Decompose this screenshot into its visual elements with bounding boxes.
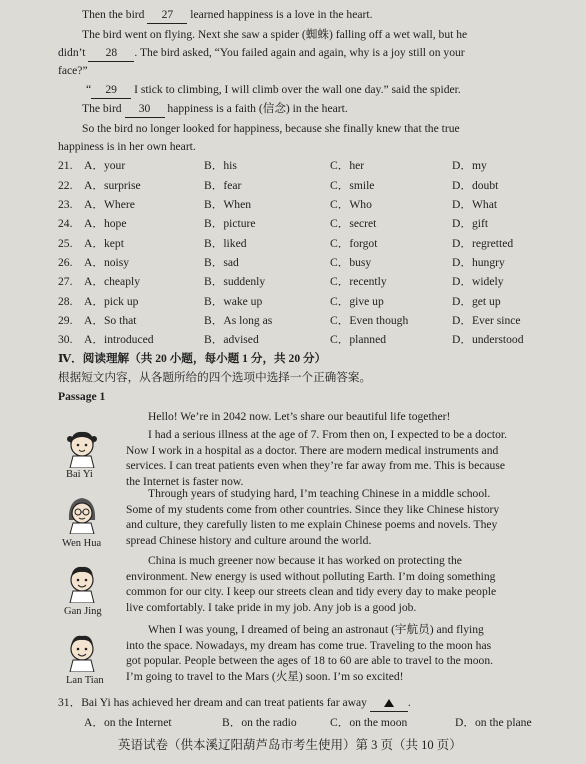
triangle-icon [384,699,394,707]
option-29-b: B．As long as [204,314,273,327]
option-28-c: C．give up [330,295,384,308]
lan-tian-avatar-icon [64,632,100,672]
option-21-a: A．your [84,159,126,172]
wen-hua-name: Wen Hua [62,538,102,549]
bai-yi-paragraph: I had a serious illness at the age of 7. From then on, I expected to be a doctor. Now I work in a hospital as a doctor. There are modern medical instruments and services. I can treat patients even when they’re far away from me. This is because the Internet is faster now. [126,428,507,488]
question-31-stem: 31．Bai Yi has achieved her dream and can treat patients far away . [58,695,411,712]
option-row-22: 22. [58,179,73,192]
option-22-d: D．doubt [452,179,499,192]
option-30-c: C．planned [330,333,387,346]
bai-yi-name: Bai Yi [66,469,93,480]
wen-hua-avatar-icon [64,494,100,534]
option-25-a: A．kept [84,237,124,250]
option-29-d: D．Ever since [452,314,521,327]
section-title: Ⅳ．阅读理解（共 20 小题，每小题 1 分，共 20 分） [58,352,327,365]
option-25-c: C．forgot [330,237,378,250]
option-29-c: C．Even though [330,314,409,327]
option-28-d: D．get up [452,295,501,308]
option-row-25: 25. [58,237,73,250]
option-27-a: A．cheaply [84,275,141,288]
option-31-c: C．on the moon [330,716,408,729]
wen-hua-paragraph: Through years of studying hard, I’m teaching Chinese in a middle school. Some of my students come from other countries. Since they like Chinese history and culture, they carefully listen to me explain Chinese poems and novels. They spread Chinese history and culture around the world. [126,487,500,547]
option-23-d: D．What [452,198,498,211]
story-line-6: The bird 30 happiness is a faith (信念) in the heart. [82,101,348,118]
option-25-b: B．liked [204,237,247,250]
story-line-5: “ 29 I stick to climbing, I will climb over the wall one day.” said the spider. [86,82,461,99]
passage-intro: Hello! We’re in 2042 now. Let’s share our beautiful life together! [148,410,451,423]
passage-label: Passage 1 [58,390,106,403]
blank-29: 29 [91,82,131,99]
option-row-30: 30. [58,333,73,346]
option-row-24: 24. [58,217,73,230]
option-26-d: D．hungry [452,256,505,269]
option-29-a: A．So that [84,314,137,327]
option-30-d: D．understood [452,333,524,346]
gan-jing-name: Gan Jing [64,606,102,617]
option-row-26: 26. [58,256,73,269]
gan-jing-avatar-icon [64,563,100,603]
option-21-b: B．his [204,159,237,172]
option-26-b: B．sad [204,256,239,269]
blank-28: 28 [88,45,134,62]
story-line-8: happiness is in her own heart. [58,140,196,153]
option-row-27: 27. [58,275,73,288]
story-line-1: Then the bird 27 learned happiness is a love in the heart. [82,7,373,24]
option-row-23: 23. [58,198,73,211]
page-footer: 英语试卷（供本溪辽阳葫芦岛市考生使用）第 3 页（共 10 页） [118,738,462,752]
option-27-b: B．suddenly [204,275,266,288]
option-26-c: C．busy [330,256,372,269]
lan-tian-name: Lan Tian [66,675,104,686]
option-row-29: 29. [58,314,73,327]
story-line-3: didn’t 28 . The bird asked, “You failed again and again, why is a joy still on your [58,45,465,62]
option-25-d: D．regretted [452,237,514,250]
option-30-a: A．introduced [84,333,154,346]
story-line-7: So the bird no longer looked for happiness, because she finally knew that the true [82,122,460,135]
gan-jing-paragraph: China is much greener now because it has worked on protecting the environment. New energy is used without polluting Earth. I’m doing something common for our city. I keep our streets clean and tidy every day to make people live comfortably. I take pride in my job. Any job is a good job. [126,554,497,614]
option-24-d: D．gift [452,217,489,230]
option-21-d: D．my [452,159,487,172]
option-row-28: 28. [58,295,73,308]
option-23-a: A．Where [84,198,135,211]
option-22-a: A．surprise [84,179,141,192]
option-21-c: C．her [330,159,365,172]
option-22-b: B．fear [204,179,242,192]
blank-27: 27 [147,7,187,24]
option-30-b: B．advised [204,333,259,346]
option-24-b: B．picture [204,217,256,230]
option-27-d: D．widely [452,275,504,288]
story-line-2: The bird went on flying. Next she saw a spider (蜘蛛) falling off a wet wall, but he [82,28,468,41]
option-24-c: C．secret [330,217,377,230]
blank-30: 30 [125,101,165,118]
option-28-a: A．pick up [84,295,139,308]
option-31-b: B．on the radio [222,716,297,729]
option-27-c: C．recently [330,275,387,288]
option-row-21: 21. [58,159,73,172]
lan-tian-paragraph: When I was young, I dreamed of being an astronaut (宇航员) and flying into the space. Nowadays, my dream has come true. Traveling to the moon has got popular. People between the ages of 18 to 60 are able to travel to the moon. I’m going to travel to the Mars (火星) soon. I’m so excited! [126,623,494,683]
story-line-4: face?” [58,64,88,77]
option-31-d: D．on the plane [455,716,532,729]
option-23-c: C．Who [330,198,372,211]
option-28-b: B．wake up [204,295,263,308]
bai-yi-avatar-icon [64,428,100,468]
option-22-c: C．smile [330,179,375,192]
option-23-b: B．When [204,198,252,211]
option-31-a: A．on the Internet [84,716,172,729]
option-24-a: A．hope [84,217,127,230]
question-31-blank [370,695,408,712]
option-26-a: A．noisy [84,256,130,269]
section-instruction: 根据短文内容，从各题所给的四个选项中选择一个正确答案。 [58,371,372,384]
